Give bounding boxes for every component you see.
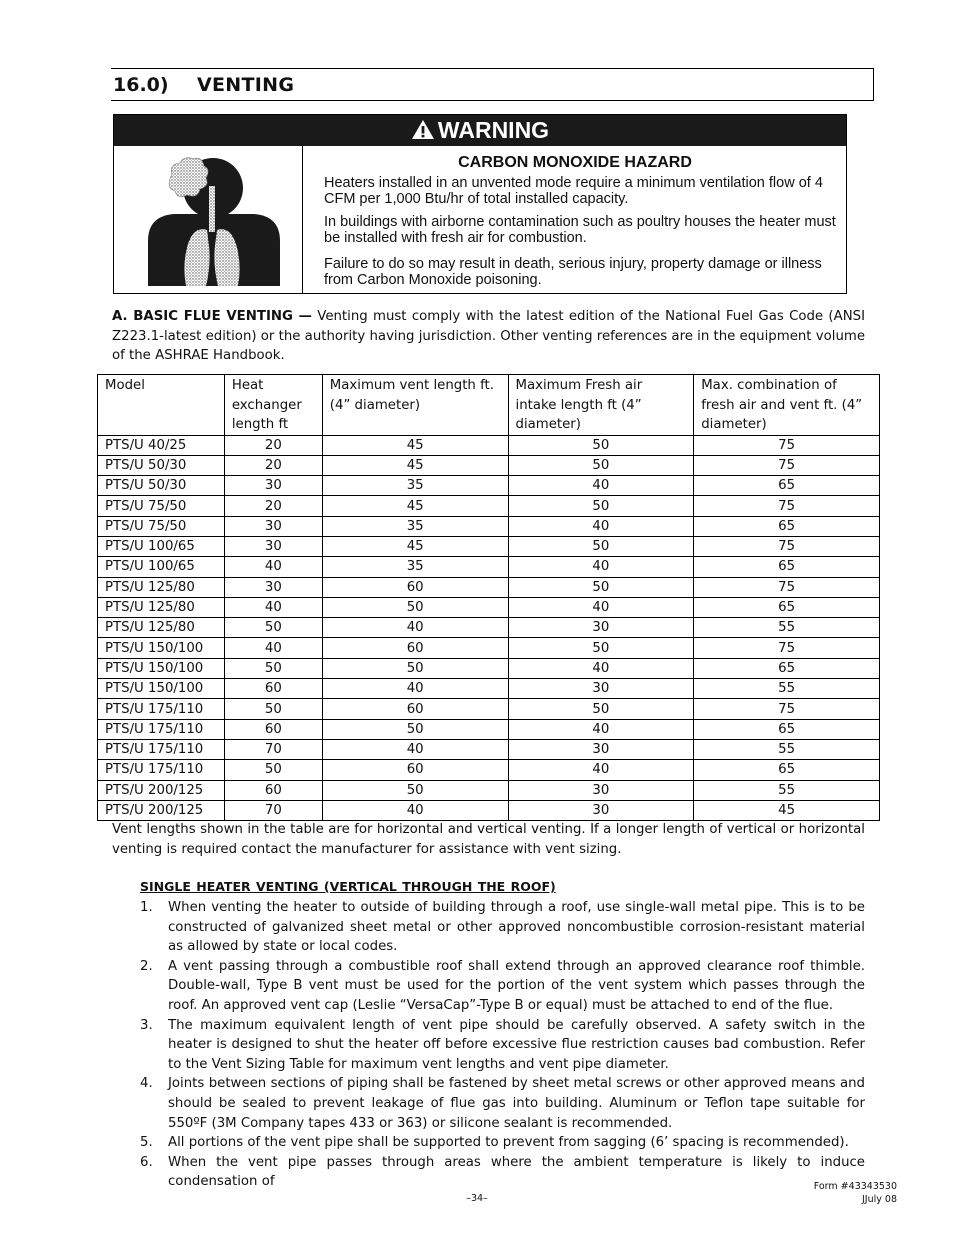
cell-heat-exchanger: 20 (224, 455, 322, 475)
section-header (111, 68, 874, 101)
cell-max-fresh-air: 30 (508, 618, 694, 638)
table-row (98, 800, 880, 820)
cell-max-combination: 75 (694, 455, 880, 475)
cell-model: PTS/U 200/125 (98, 800, 225, 820)
cell-heat-exchanger: 20 (224, 435, 322, 455)
form-info (814, 1180, 897, 1206)
cell-max-combination: 75 (694, 536, 880, 556)
table-row (98, 638, 880, 658)
header-max-combination: Max. combination of fresh air and vent ft. (4” diameter) (694, 375, 880, 436)
cell-heat-exchanger: 20 (224, 496, 322, 516)
header-model: Model (98, 375, 225, 436)
cell-max-combination: 75 (694, 577, 880, 597)
cell-heat-exchanger: 60 (224, 719, 322, 739)
cell-model: PTS/U 150/100 (98, 679, 225, 699)
cell-max-vent: 40 (322, 800, 508, 820)
cell-max-vent: 60 (322, 577, 508, 597)
cell-max-vent: 40 (322, 679, 508, 699)
table-row (98, 536, 880, 556)
cell-max-combination: 45 (694, 800, 880, 820)
vent-length-table (97, 374, 880, 821)
cell-max-vent: 60 (322, 638, 508, 658)
warning-paragraph: Heaters installed in an unvented mode require a minimum ventilation flow of 4 CFM per 1,000 Btu/hr of total installed capacity. (324, 175, 823, 207)
list-item (112, 1016, 865, 1075)
header-heat-exchanger: Heat exchanger length ft (224, 375, 322, 436)
table-row (98, 699, 880, 719)
list-item-number: 2. (140, 958, 153, 974)
cell-max-vent: 50 (322, 597, 508, 617)
warning-paragraph: Failure to do so may result in death, serious injury, property damage or illness from Carbon Monoxide poisoning. (324, 256, 822, 288)
list-item-text: When the vent pipe passes through areas where the ambient temperature is likely to induce condensation of (168, 1154, 865, 1190)
warning-text (304, 146, 846, 294)
table-row (98, 679, 880, 699)
table-row (98, 597, 880, 617)
cell-heat-exchanger: 30 (224, 536, 322, 556)
cell-heat-exchanger: 30 (224, 476, 322, 496)
cell-model: PTS/U 200/125 (98, 780, 225, 800)
cell-max-combination: 75 (694, 699, 880, 719)
list-item-number: 1. (140, 900, 153, 915)
table-row (98, 658, 880, 678)
list-item-number: 5. (140, 1135, 153, 1151)
table-row (98, 496, 880, 516)
cell-heat-exchanger: 50 (224, 618, 322, 638)
cell-max-vent: 40 (322, 618, 508, 638)
cell-max-combination: 65 (694, 516, 880, 536)
cell-max-fresh-air: 40 (508, 597, 694, 617)
cell-max-vent: 45 (322, 536, 508, 556)
cell-max-fresh-air: 40 (508, 658, 694, 678)
cell-model: PTS/U 75/50 (98, 516, 225, 536)
table-body (98, 435, 880, 821)
basic-flue-venting-text: Venting must comply with the latest edition of the National Fuel Gas Code (ANSI Z223.1-latest edition) or the authority having jurisdiction. Other venting references are in the equipment volume of the ASHRAE Handbook. (112, 309, 866, 363)
cell-model: PTS/U 150/100 (98, 658, 225, 678)
cell-max-combination: 65 (694, 597, 880, 617)
cell-max-fresh-air: 50 (508, 638, 694, 658)
cell-model: PTS/U 125/80 (98, 577, 225, 597)
list-item-text: The maximum equivalent length of vent pipe should be carefully observed. A safety switch in the heater is designed to shut the heater off before excessive flue restriction causes bad combustion. Refer to the Vent Sizing Table for maximum vent lengths and vent pipe diameter. (168, 1017, 865, 1072)
list-item-number: 6. (140, 1154, 153, 1170)
cell-model: PTS/U 125/80 (98, 597, 225, 617)
cell-model: PTS/U 175/110 (98, 739, 225, 759)
cell-heat-exchanger: 40 (224, 557, 322, 577)
cell-max-combination: 55 (694, 679, 880, 699)
form-number: Form #43343530 (813, 1181, 897, 1192)
cell-model: PTS/U 175/110 (98, 719, 225, 739)
section-number: 16.0) (113, 74, 169, 96)
table-row (98, 760, 880, 780)
cell-max-fresh-air: 50 (508, 577, 694, 597)
page-number: –34– (466, 1193, 488, 1204)
cell-model: PTS/U 125/80 (98, 618, 225, 638)
venting-steps-list (112, 898, 865, 1192)
list-item-text: All portions of the vent pipe shall be supported to prevent from sagging (6’ spacing is recommended). (168, 1135, 849, 1151)
table-row (98, 719, 880, 739)
cell-max-vent: 60 (322, 699, 508, 719)
cell-max-vent: 60 (322, 760, 508, 780)
cell-heat-exchanger: 70 (224, 739, 322, 759)
cell-heat-exchanger: 50 (224, 760, 322, 780)
person-breathing-gas-icon (114, 146, 303, 294)
hazard-title: CARBON MONOXIDE HAZARD (458, 154, 692, 171)
list-item-text: A vent passing through a combustible roof shall extend through an approved clearance roof thimble. Double-wall, Type B vent must be used for the portion of the vent system which passes through the roof. An approved vent cap (Leslie “VersaCap”-Type B or equal) must be attached to end of the flue. (168, 958, 865, 1013)
cell-max-vent: 50 (322, 658, 508, 678)
cell-max-combination: 65 (694, 557, 880, 577)
cell-model: PTS/U 50/30 (98, 476, 225, 496)
cell-heat-exchanger: 60 (224, 780, 322, 800)
cell-max-combination: 65 (694, 719, 880, 739)
table-row (98, 435, 880, 455)
cell-model: PTS/U 100/65 (98, 536, 225, 556)
list-item-text: When venting the heater to outside of building through a roof, use single-wall metal pipe. This is to be constructed of galvanized sheet metal or other approved noncombustible corrosion-resistant material as allowed by state or local codes. (168, 900, 865, 955)
cell-model: PTS/U 175/110 (98, 760, 225, 780)
warning-title: WARNING (437, 117, 550, 143)
cell-max-combination: 55 (694, 618, 880, 638)
header-max-fresh-air: Maximum Fresh air intake length ft (4” diameter) (508, 375, 694, 436)
list-item (112, 1133, 865, 1153)
cell-max-combination: 75 (694, 638, 880, 658)
table-row (98, 618, 880, 638)
cell-heat-exchanger: 50 (224, 699, 322, 719)
cell-heat-exchanger: 30 (224, 577, 322, 597)
cell-model: PTS/U 75/50 (98, 496, 225, 516)
cell-max-fresh-air: 50 (508, 699, 694, 719)
cell-max-vent: 50 (322, 719, 508, 739)
cell-max-combination: 55 (694, 780, 880, 800)
warning-paragraph: In buildings with airborne contamination such as poultry houses the heater must be installed with fresh air for combustion. (324, 214, 836, 246)
cell-max-combination: 65 (694, 760, 880, 780)
cell-max-fresh-air: 50 (508, 496, 694, 516)
warning-box (113, 114, 847, 294)
cell-max-fresh-air: 40 (508, 760, 694, 780)
cell-max-combination: 75 (694, 496, 880, 516)
cell-max-combination: 55 (694, 739, 880, 759)
table-row (98, 739, 880, 759)
list-item (112, 1074, 865, 1133)
table-row (98, 557, 880, 577)
cell-model: PTS/U 50/30 (98, 455, 225, 475)
cell-max-vent: 35 (322, 516, 508, 536)
table-row (98, 516, 880, 536)
cell-max-fresh-air: 30 (508, 679, 694, 699)
list-item (112, 1153, 865, 1192)
warning-banner (114, 115, 846, 146)
section-title: VENTING (197, 74, 295, 96)
warning-triangle-icon (411, 119, 435, 140)
cell-max-fresh-air: 50 (508, 435, 694, 455)
cell-model: PTS/U 175/110 (98, 699, 225, 719)
cell-max-vent: 35 (322, 476, 508, 496)
list-item (112, 898, 865, 957)
cell-heat-exchanger: 30 (224, 516, 322, 536)
cell-max-vent: 40 (322, 739, 508, 759)
cell-heat-exchanger: 60 (224, 679, 322, 699)
table-row (98, 455, 880, 475)
cell-heat-exchanger: 40 (224, 638, 322, 658)
list-item-number: 3. (140, 1017, 153, 1033)
cell-max-combination: 75 (694, 435, 880, 455)
list-item-number: 4. (140, 1076, 153, 1092)
cell-model: PTS/U 100/65 (98, 557, 225, 577)
cell-heat-exchanger: 50 (224, 658, 322, 678)
table-row (98, 476, 880, 496)
basic-flue-venting-paragraph (112, 307, 865, 366)
cell-model: PTS/U 40/25 (98, 435, 225, 455)
table-row (98, 577, 880, 597)
cell-max-fresh-air: 30 (508, 800, 694, 820)
list-item-text: Joints between sections of piping shall be fastened by sheet metal screws or other approved means and should be sealed to prevent leakage of flue gas into building. Aluminum or Teflon tape suitable for 550ºF (3M Company tapes 433 or 363) or silicone sealant is recommended. (168, 1076, 865, 1131)
cell-max-vent: 35 (322, 557, 508, 577)
table-header-row (98, 375, 880, 436)
single-heater-venting-heading: SINGLE HEATER VENTING (VERTICAL THROUGH THE ROOF) (140, 879, 556, 894)
cell-max-fresh-air: 40 (508, 557, 694, 577)
cell-max-vent: 45 (322, 496, 508, 516)
form-date: JJuly 08 (862, 1194, 897, 1205)
cell-max-combination: 65 (694, 476, 880, 496)
co-hazard-pictogram (114, 146, 303, 294)
cell-max-vent: 45 (322, 435, 508, 455)
basic-flue-venting-heading: A. BASIC FLUE VENTING — (112, 309, 312, 324)
cell-heat-exchanger: 70 (224, 800, 322, 820)
cell-max-vent: 50 (322, 780, 508, 800)
cell-heat-exchanger: 40 (224, 597, 322, 617)
cell-max-fresh-air: 40 (508, 476, 694, 496)
header-max-vent-length: Maximum vent length ft. (4” diameter) (322, 375, 508, 436)
cell-model: PTS/U 150/100 (98, 638, 225, 658)
cell-max-fresh-air: 30 (508, 739, 694, 759)
list-item (112, 957, 865, 1016)
table-note: Vent lengths shown in the table are for horizontal and vertical venting. If a longer length of vertical or horizontal venting is required contact the manufacturer for assistance with vent sizing. (112, 822, 865, 857)
cell-max-fresh-air: 30 (508, 780, 694, 800)
cell-max-combination: 65 (694, 658, 880, 678)
cell-max-fresh-air: 50 (508, 455, 694, 475)
cell-max-fresh-air: 50 (508, 536, 694, 556)
cell-max-fresh-air: 40 (508, 516, 694, 536)
cell-max-fresh-air: 40 (508, 719, 694, 739)
table-row (98, 780, 880, 800)
cell-max-vent: 45 (322, 455, 508, 475)
